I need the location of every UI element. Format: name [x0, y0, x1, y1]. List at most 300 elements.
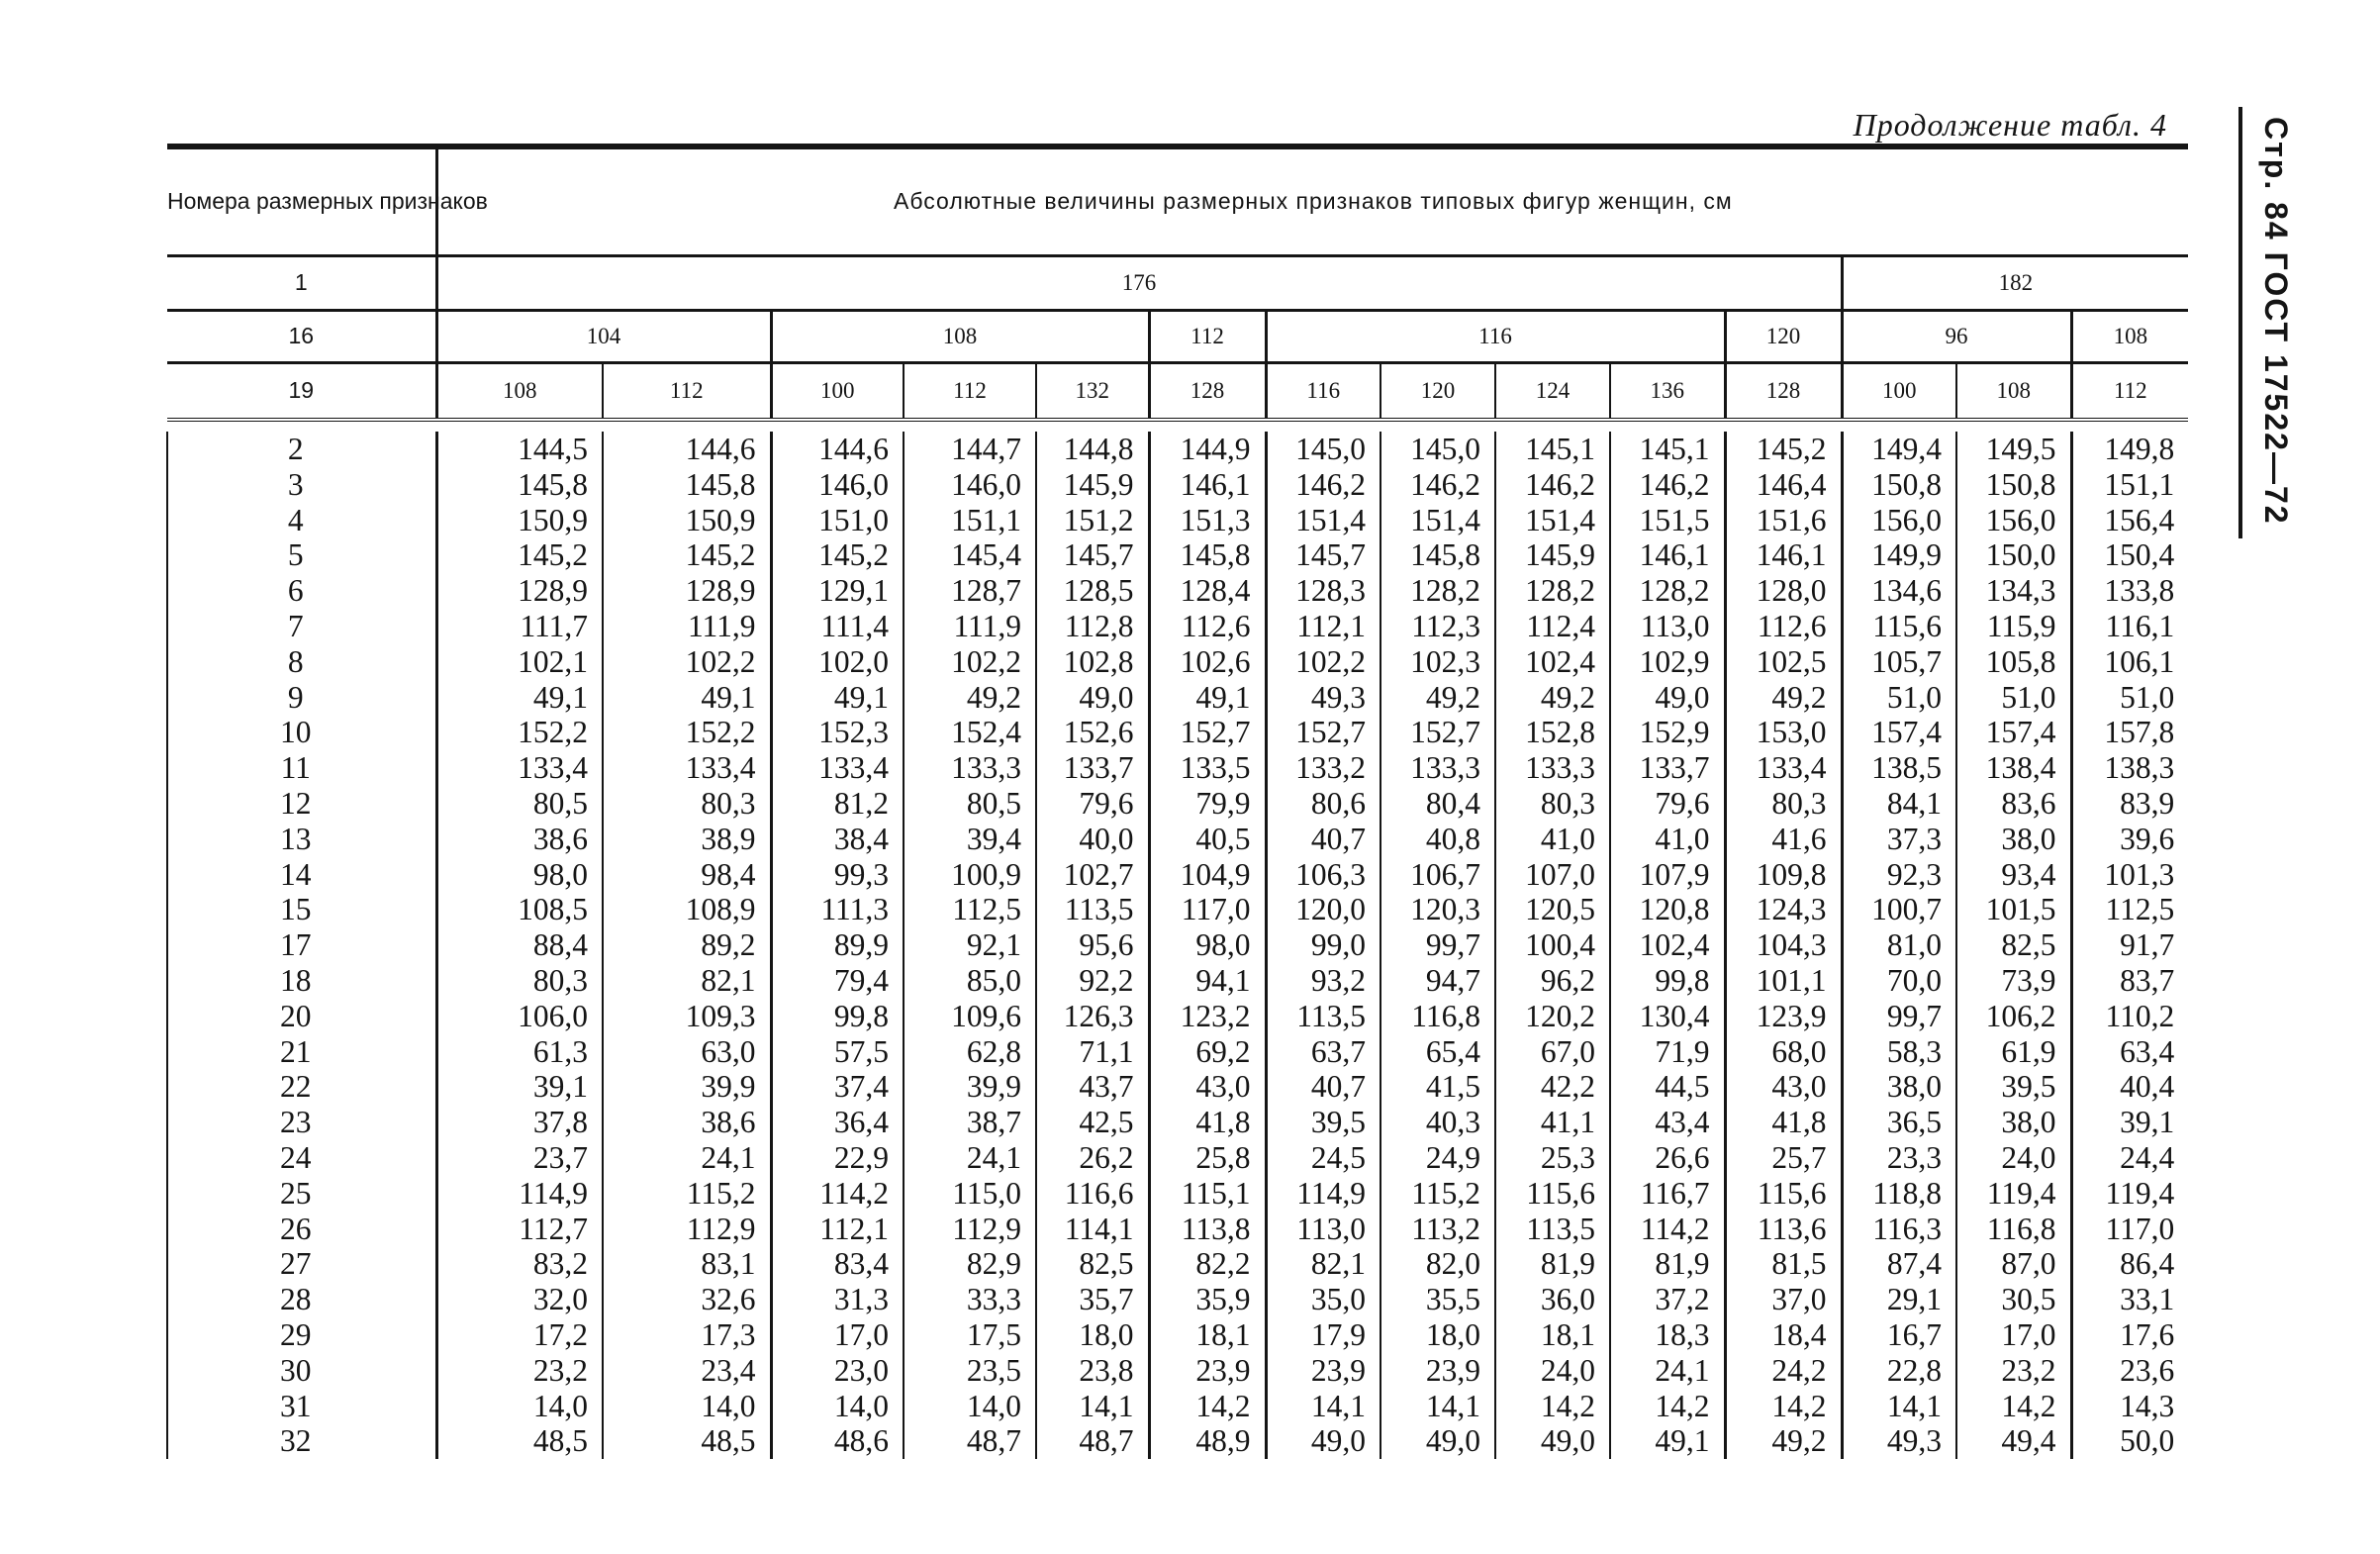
measurement-value: 152,3 [771, 715, 904, 750]
table-row [167, 715, 2188, 750]
measurement-value: 146,0 [904, 467, 1036, 503]
measurement-value: 94,1 [1149, 963, 1266, 999]
measurement-value: 24,0 [1956, 1140, 2071, 1176]
measurement-value: 42,5 [1036, 1105, 1149, 1140]
measurement-value: 123,9 [1725, 999, 1842, 1034]
measurement-value: 80,3 [603, 786, 771, 822]
measurement-value: 111,9 [904, 609, 1036, 644]
measurement-value: 14,2 [1495, 1389, 1610, 1424]
measurement-value: 151,1 [904, 503, 1036, 538]
measurement-value: 145,1 [1610, 432, 1725, 467]
measurement-value: 41,8 [1725, 1105, 1842, 1140]
measurement-value: 41,6 [1725, 822, 1842, 857]
measurement-value: 23,5 [904, 1353, 1036, 1389]
measurement-value: 89,2 [603, 927, 771, 963]
measurement-value: 82,1 [1266, 1246, 1380, 1282]
measurement-value: 114,2 [771, 1176, 904, 1212]
measurement-value: 145,8 [603, 467, 771, 503]
measurement-value: 23,9 [1380, 1353, 1495, 1389]
measurement-value: 31,3 [771, 1282, 904, 1317]
measurement-value: 120,0 [1266, 892, 1380, 927]
measurement-value: 81,0 [1842, 927, 1956, 963]
measurement-value: 70,0 [1842, 963, 1956, 999]
measurement-value: 14,2 [1610, 1389, 1725, 1424]
measurement-value: 115,6 [1495, 1176, 1610, 1212]
measurement-value: 133,8 [2071, 573, 2188, 609]
header-bust-108-b: 108 [2071, 310, 2188, 362]
measurement-value: 150,4 [2071, 537, 2188, 573]
measurement-value: 105,7 [1842, 644, 1956, 680]
measurement-value: 128,2 [1495, 573, 1610, 609]
measurement-value: 133,3 [1380, 750, 1495, 786]
measurement-value: 96,2 [1495, 963, 1610, 999]
measurement-value: 83,7 [2071, 963, 2188, 999]
table-row [167, 467, 2188, 503]
measurement-value: 23,7 [436, 1140, 603, 1176]
measurement-value: 133,4 [771, 750, 904, 786]
measurement-value: 14,2 [1149, 1389, 1266, 1424]
measurement-value: 17,2 [436, 1317, 603, 1353]
measurement-value: 115,6 [1725, 1176, 1842, 1212]
measurement-value: 114,2 [1610, 1212, 1725, 1247]
measurement-value: 151,3 [1149, 503, 1266, 538]
table-row [167, 1212, 2188, 1247]
measurement-value: 149,5 [1956, 432, 2071, 467]
measurement-value: 133,5 [1149, 750, 1266, 786]
table-row [167, 1246, 2188, 1282]
measurement-value: 102,8 [1036, 644, 1149, 680]
measurement-value: 104,3 [1725, 927, 1842, 963]
measurement-value: 63,4 [2071, 1034, 2188, 1070]
measurement-value: 98,0 [436, 857, 603, 893]
measurement-value: 71,1 [1036, 1034, 1149, 1070]
measurement-value: 16,7 [1842, 1317, 1956, 1353]
measurement-value: 133,7 [1610, 750, 1725, 786]
measurement-value: 113,8 [1149, 1212, 1266, 1247]
feature-number: 24 [167, 1140, 436, 1176]
measurement-value: 36,5 [1842, 1105, 1956, 1140]
measurement-value: 23,9 [1266, 1353, 1380, 1389]
measurement-value: 81,9 [1495, 1246, 1610, 1282]
table-row [167, 892, 2188, 927]
header-row16-label: 16 [167, 310, 436, 362]
measurement-value: 149,8 [2071, 432, 2188, 467]
measurement-value: 17,3 [603, 1317, 771, 1353]
measurement-value: 41,0 [1495, 822, 1610, 857]
measurement-value: 114,1 [1036, 1212, 1149, 1247]
feature-number: 26 [167, 1212, 436, 1247]
measurement-value: 120,3 [1380, 892, 1495, 927]
measurement-value: 144,9 [1149, 432, 1266, 467]
measurement-value: 37,8 [436, 1105, 603, 1140]
measurement-value: 80,3 [1495, 786, 1610, 822]
measurement-value: 49,1 [1149, 680, 1266, 716]
measurement-value: 41,8 [1149, 1105, 1266, 1140]
measurement-value: 24,1 [1610, 1353, 1725, 1389]
measurement-value: 40,5 [1149, 822, 1266, 857]
measurement-value: 23,8 [1036, 1353, 1149, 1389]
measurement-value: 37,3 [1842, 822, 1956, 857]
measurement-value: 79,4 [771, 963, 904, 999]
measurement-value: 49,1 [603, 680, 771, 716]
measurement-value: 40,3 [1380, 1105, 1495, 1140]
measurement-value: 129,1 [771, 573, 904, 609]
measurement-value: 49,0 [1266, 1423, 1380, 1459]
feature-numbers-header: Номера размерных признаков [167, 146, 436, 255]
measurement-value: 112,6 [1725, 609, 1842, 644]
measurement-value: 24,2 [1725, 1353, 1842, 1389]
table-row [167, 1389, 2188, 1424]
measurement-value: 39,6 [2071, 822, 2188, 857]
measurement-value: 146,2 [1266, 467, 1380, 503]
measurement-value: 138,3 [2071, 750, 2188, 786]
measurement-value: 18,3 [1610, 1317, 1725, 1353]
measurement-value: 14,1 [1266, 1389, 1380, 1424]
measurement-value: 145,1 [1495, 432, 1610, 467]
measurement-value: 146,4 [1725, 467, 1842, 503]
measurement-value: 112,5 [2071, 892, 2188, 927]
measurement-value: 128,0 [1725, 573, 1842, 609]
measurement-value: 119,4 [2071, 1176, 2188, 1212]
measurement-value: 68,0 [1725, 1034, 1842, 1070]
measurement-value: 106,2 [1956, 999, 2071, 1034]
measurement-value: 145,2 [603, 537, 771, 573]
measurement-value: 38,0 [1956, 822, 2071, 857]
measurement-value: 51,0 [2071, 680, 2188, 716]
measurement-value: 87,4 [1842, 1246, 1956, 1282]
measurement-value: 93,4 [1956, 857, 2071, 893]
header-hip-value: 100 [1842, 362, 1956, 420]
measurement-value: 150,8 [1842, 467, 1956, 503]
measurement-value: 51,0 [1956, 680, 2071, 716]
measurement-value: 144,5 [436, 432, 603, 467]
measurement-value: 50,0 [2071, 1423, 2188, 1459]
feature-number: 28 [167, 1282, 436, 1317]
measurement-value: 32,0 [436, 1282, 603, 1317]
measurement-value: 82,5 [1036, 1246, 1149, 1282]
measurement-value: 106,7 [1380, 857, 1495, 893]
measurement-value: 117,0 [2071, 1212, 2188, 1247]
measurement-value: 26,6 [1610, 1140, 1725, 1176]
measurement-value: 79,6 [1036, 786, 1149, 822]
feature-number: 14 [167, 857, 436, 893]
measurement-value: 99,7 [1380, 927, 1495, 963]
measurement-value: 102,6 [1149, 644, 1266, 680]
measurement-value: 61,9 [1956, 1034, 2071, 1070]
measurement-value: 38,4 [771, 822, 904, 857]
measurement-value: 49,2 [1725, 1423, 1842, 1459]
table-header [167, 146, 2188, 432]
measurement-value: 145,9 [1495, 537, 1610, 573]
measurement-value: 152,4 [904, 715, 1036, 750]
table-row [167, 1034, 2188, 1070]
measurement-value: 39,9 [603, 1069, 771, 1105]
measurement-value: 23,4 [603, 1353, 771, 1389]
measurement-value: 41,0 [1610, 822, 1725, 857]
measurement-value: 144,6 [771, 432, 904, 467]
measurement-value: 83,9 [2071, 786, 2188, 822]
measurement-value: 83,1 [603, 1246, 771, 1282]
measurement-value: 128,9 [436, 573, 603, 609]
table-row [167, 432, 2188, 467]
header-row1-label: 1 [167, 255, 436, 310]
measurement-value: 146,2 [1495, 467, 1610, 503]
measurement-value: 145,2 [1725, 432, 1842, 467]
measurement-value: 14,0 [436, 1389, 603, 1424]
measurement-value: 150,0 [1956, 537, 2071, 573]
measurement-value: 128,3 [1266, 573, 1380, 609]
measurement-value: 126,3 [1036, 999, 1149, 1034]
feature-number: 2 [167, 432, 436, 467]
measurement-value: 106,3 [1266, 857, 1380, 893]
header-hip-value: 136 [1610, 362, 1725, 420]
table-row [167, 786, 2188, 822]
header-hip-value: 112 [603, 362, 771, 420]
measurement-value: 112,4 [1495, 609, 1610, 644]
measurement-value: 38,7 [904, 1105, 1036, 1140]
feature-number: 13 [167, 822, 436, 857]
table-title: Абсолютные величины размерных признаков типовых фигур женщин, см [436, 146, 2188, 255]
measurement-value: 111,4 [771, 609, 904, 644]
measurement-value: 144,6 [603, 432, 771, 467]
measurement-value: 18,1 [1149, 1317, 1266, 1353]
measurement-value: 86,4 [2071, 1246, 2188, 1282]
measurement-value: 83,6 [1956, 786, 2071, 822]
measurement-value: 24,1 [904, 1140, 1036, 1176]
feature-number: 23 [167, 1105, 436, 1140]
measurement-value: 14,2 [1956, 1389, 2071, 1424]
measurement-value: 152,2 [603, 715, 771, 750]
measurement-value: 123,2 [1149, 999, 1266, 1034]
measurement-value: 109,3 [603, 999, 771, 1034]
measurement-value: 17,0 [771, 1317, 904, 1353]
measurement-value: 49,0 [1495, 1423, 1610, 1459]
measurement-value: 111,9 [603, 609, 771, 644]
measurement-value: 99,7 [1842, 999, 1956, 1034]
measurement-value: 151,1 [2071, 467, 2188, 503]
measurement-value: 63,0 [603, 1034, 771, 1070]
measurement-value: 113,0 [1610, 609, 1725, 644]
measurement-value: 128,2 [1380, 573, 1495, 609]
measurement-value: 43,0 [1725, 1069, 1842, 1105]
table-row [167, 573, 2188, 609]
feature-number: 11 [167, 750, 436, 786]
header-bust-96: 96 [1842, 310, 2071, 362]
table-body [167, 432, 2188, 1459]
measurement-value: 49,4 [1956, 1423, 2071, 1459]
measurement-value: 113,5 [1266, 999, 1380, 1034]
measurement-value: 157,4 [1842, 715, 1956, 750]
measurement-value: 87,0 [1956, 1246, 2071, 1282]
measurement-value: 110,2 [2071, 999, 2188, 1034]
measurement-value: 115,6 [1842, 609, 1956, 644]
measurement-value: 102,7 [1036, 857, 1149, 893]
measurement-value: 88,4 [436, 927, 603, 963]
measurement-value: 116,6 [1036, 1176, 1149, 1212]
side-rule [2238, 107, 2242, 538]
feature-number: 21 [167, 1034, 436, 1070]
measurement-value: 37,4 [771, 1069, 904, 1105]
measurement-value: 85,0 [904, 963, 1036, 999]
measurement-value: 112,1 [1266, 609, 1380, 644]
measurement-value: 38,0 [1956, 1105, 2071, 1140]
measurement-value: 39,5 [1956, 1069, 2071, 1105]
measurement-value: 102,1 [436, 644, 603, 680]
measurement-value: 93,2 [1266, 963, 1380, 999]
measurement-value: 152,9 [1610, 715, 1725, 750]
measurement-value: 145,0 [1266, 432, 1380, 467]
header-row19-label: 19 [167, 362, 436, 420]
feature-number: 30 [167, 1353, 436, 1389]
measurement-value: 48,5 [436, 1423, 603, 1459]
feature-number: 32 [167, 1423, 436, 1459]
measurement-value: 18,1 [1495, 1317, 1610, 1353]
measurement-value: 63,7 [1266, 1034, 1380, 1070]
measurement-value: 92,3 [1842, 857, 1956, 893]
measurement-value: 113,2 [1380, 1212, 1495, 1247]
measurement-value: 40,4 [2071, 1069, 2188, 1105]
measurement-value: 25,8 [1149, 1140, 1266, 1176]
measurement-value: 101,3 [2071, 857, 2188, 893]
measurement-value: 24,5 [1266, 1140, 1380, 1176]
measurement-value: 80,5 [436, 786, 603, 822]
measurement-value: 33,3 [904, 1282, 1036, 1317]
measurement-value: 43,4 [1610, 1105, 1725, 1140]
continuation-label: Продолжение табл. 4 [1853, 107, 2167, 143]
measurement-value: 62,8 [904, 1034, 1036, 1070]
header-hip-value: 128 [1725, 362, 1842, 420]
measurement-value: 128,7 [904, 573, 1036, 609]
header-hip-value: 108 [436, 362, 603, 420]
measurement-value: 91,7 [2071, 927, 2188, 963]
measurement-value: 80,4 [1380, 786, 1495, 822]
measurement-value: 25,3 [1495, 1140, 1610, 1176]
measurement-value: 151,4 [1266, 503, 1380, 538]
table-row [167, 1317, 2188, 1353]
measurement-value: 145,8 [1149, 537, 1266, 573]
feature-number: 29 [167, 1317, 436, 1353]
measurement-value: 102,2 [904, 644, 1036, 680]
measurement-value: 25,7 [1725, 1140, 1842, 1176]
measurement-value: 151,2 [1036, 503, 1149, 538]
table-row [167, 644, 2188, 680]
measurement-value: 18,0 [1036, 1317, 1149, 1353]
measurement-value: 22,9 [771, 1140, 904, 1176]
measurement-value: 106,1 [2071, 644, 2188, 680]
measurement-value: 113,5 [1495, 1212, 1610, 1247]
side-page-label: Стр. 84 ГОСТ 17522—72 [2258, 117, 2294, 526]
measurement-value: 39,9 [904, 1069, 1036, 1105]
measurement-value: 99,3 [771, 857, 904, 893]
measurement-value: 14,3 [2071, 1389, 2188, 1424]
header-double-rule [167, 420, 2188, 432]
measurement-value: 118,8 [1842, 1176, 1956, 1212]
measurement-value: 115,2 [603, 1176, 771, 1212]
measurement-value: 14,1 [1036, 1389, 1149, 1424]
measurement-value: 23,3 [1842, 1140, 1956, 1176]
measurement-value: 100,9 [904, 857, 1036, 893]
measurement-value: 49,3 [1842, 1423, 1956, 1459]
measurement-value: 133,7 [1036, 750, 1149, 786]
measurement-value: 116,7 [1610, 1176, 1725, 1212]
feature-number: 18 [167, 963, 436, 999]
measurement-value: 61,3 [436, 1034, 603, 1070]
measurement-value: 30,5 [1956, 1282, 2071, 1317]
measurement-value: 14,0 [603, 1389, 771, 1424]
header-hip-value: 116 [1266, 362, 1380, 420]
measurement-value: 49,2 [1380, 680, 1495, 716]
table-row [167, 1140, 2188, 1176]
measurement-value: 24,0 [1495, 1353, 1610, 1389]
measurement-value: 106,0 [436, 999, 603, 1034]
measurement-value: 156,0 [1842, 503, 1956, 538]
measurement-value: 58,3 [1842, 1034, 1956, 1070]
measurement-value: 150,9 [603, 503, 771, 538]
measurement-value: 80,5 [904, 786, 1036, 822]
measurement-value: 17,9 [1266, 1317, 1380, 1353]
measurement-value: 99,8 [771, 999, 904, 1034]
feature-number: 10 [167, 715, 436, 750]
measurement-value: 115,0 [904, 1176, 1036, 1212]
measurement-value: 128,2 [1610, 573, 1725, 609]
measurement-value: 112,1 [771, 1212, 904, 1247]
measurement-value: 102,5 [1725, 644, 1842, 680]
table-row [167, 927, 2188, 963]
measurement-value: 41,5 [1380, 1069, 1495, 1105]
table-row [167, 680, 2188, 716]
measurement-value: 65,4 [1380, 1034, 1495, 1070]
measurement-value: 145,2 [436, 537, 603, 573]
measurement-value: 156,4 [2071, 503, 2188, 538]
header-bust-112: 112 [1149, 310, 1266, 362]
measurement-value: 116,3 [1842, 1212, 1956, 1247]
measurement-value: 116,8 [1380, 999, 1495, 1034]
measurement-value: 112,6 [1149, 609, 1266, 644]
measurement-value: 144,8 [1036, 432, 1149, 467]
measurement-value: 112,7 [436, 1212, 603, 1247]
measurement-value: 23,6 [2071, 1353, 2188, 1389]
measurement-value: 111,7 [436, 609, 603, 644]
measurement-value: 130,4 [1610, 999, 1725, 1034]
measurement-value: 151,4 [1380, 503, 1495, 538]
measurement-value: 104,9 [1149, 857, 1266, 893]
feature-number: 27 [167, 1246, 436, 1282]
measurement-value: 39,1 [2071, 1105, 2188, 1140]
measurement-value: 114,9 [436, 1176, 603, 1212]
measurement-value: 149,4 [1842, 432, 1956, 467]
measurement-value: 35,7 [1036, 1282, 1149, 1317]
table-row [167, 1423, 2188, 1459]
measurement-value: 79,9 [1149, 786, 1266, 822]
measurement-value: 49,2 [1495, 680, 1610, 716]
measurement-value: 146,2 [1610, 467, 1725, 503]
measurement-value: 120,8 [1610, 892, 1725, 927]
measurement-value: 134,6 [1842, 573, 1956, 609]
measurement-value: 37,2 [1610, 1282, 1725, 1317]
measurement-value: 133,2 [1266, 750, 1380, 786]
measurement-value: 152,7 [1380, 715, 1495, 750]
measurement-value: 23,2 [436, 1353, 603, 1389]
table-row [167, 999, 2188, 1034]
feature-number: 12 [167, 786, 436, 822]
measurement-value: 152,6 [1036, 715, 1149, 750]
measurement-value: 151,4 [1495, 503, 1610, 538]
measurement-value: 82,9 [904, 1246, 1036, 1282]
measurement-value: 145,0 [1380, 432, 1495, 467]
measurement-value: 92,2 [1036, 963, 1149, 999]
header-hip-value: 128 [1149, 362, 1266, 420]
header-hip-value: 112 [2071, 362, 2188, 420]
